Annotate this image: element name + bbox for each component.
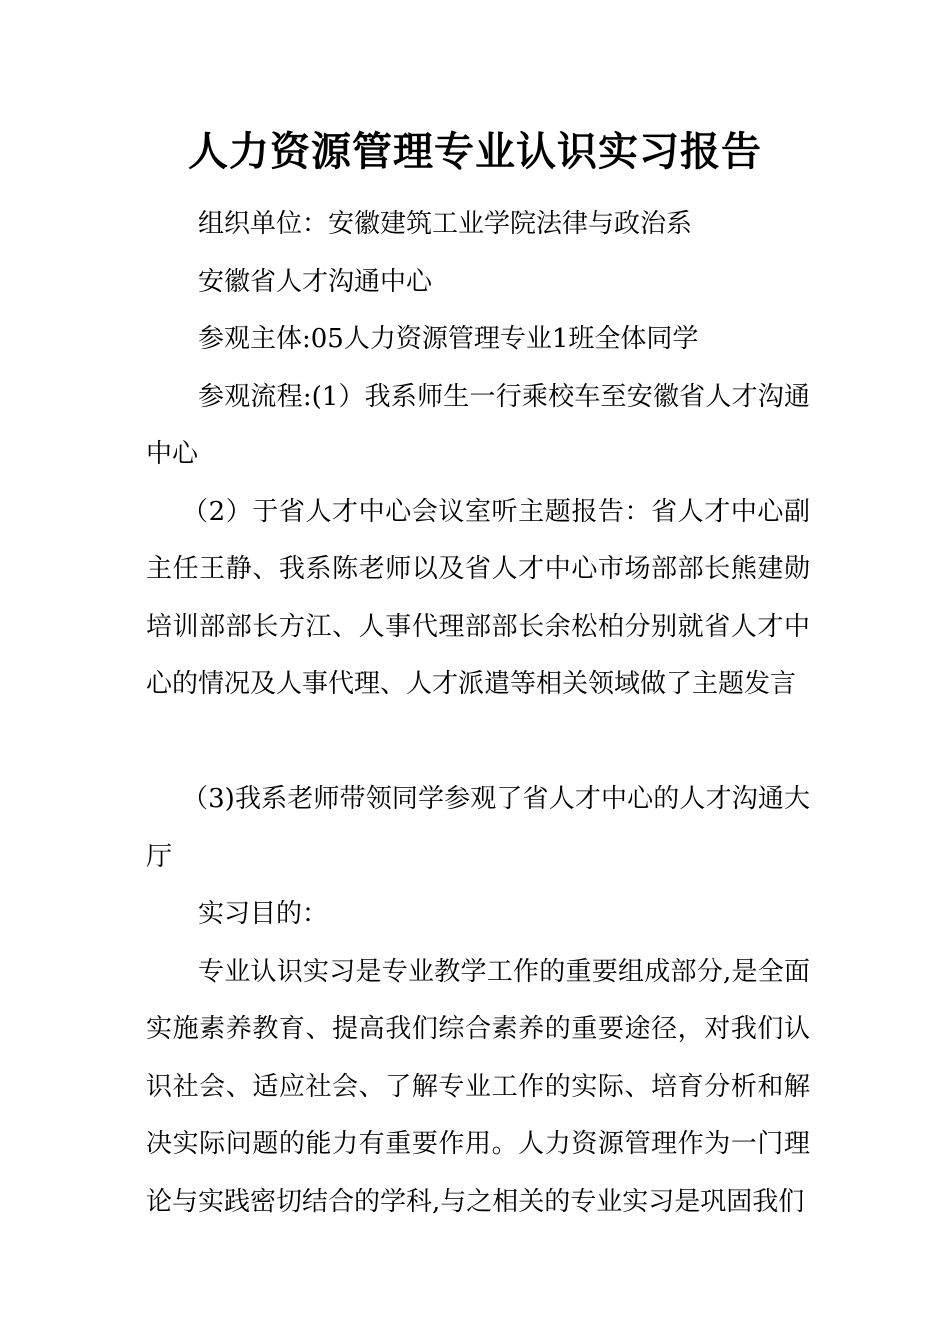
paragraph-process-3: （3)我系老师带领同学参观了省人才中心的人才沟通大厅: [146, 784, 810, 872]
document-title: 人力资源管理专业认识实习报告: [188, 128, 762, 175]
paragraph-participants: 参观主体:05人力资源管理专业1班全体同学: [198, 324, 699, 354]
paragraph-process-1: 参观流程:(1）我系师生一行乘校车至安徽省人才沟通中心: [146, 381, 810, 469]
paragraph-organizer-2: 安徽省人才沟通中心: [198, 266, 433, 297]
paragraph-process-2: （2）于省人才中心会议室听主题报告：省人才中心副主任王静、我系陈老师以及省人才中心市场部部长熊建勋培训部部长方江、人事代理部部长余松柏分别就省人才中心的情况及人事代理、人才派遣等相关领域做了主题发言: [146, 496, 810, 699]
paragraph-purpose-heading: 实习目的：: [198, 899, 329, 929]
paragraph-organizer: 组织单位：安徽建筑工业学院法律与政治系: [198, 209, 693, 239]
paragraph-purpose-body: 专业认识实习是专业教学工作的重要组成部分,是全面实施素养教育、提高我们综合素养的重要途径，对我们认识社会、适应社会、了解专业工作的实际、培育分析和解决实际问题的能力有重要作用。人力资源管理作为一门理论与实践密切结合的学科,与之相关的专业实习是巩固我们: [146, 956, 810, 1217]
document-body: [146, 196, 810, 1231]
